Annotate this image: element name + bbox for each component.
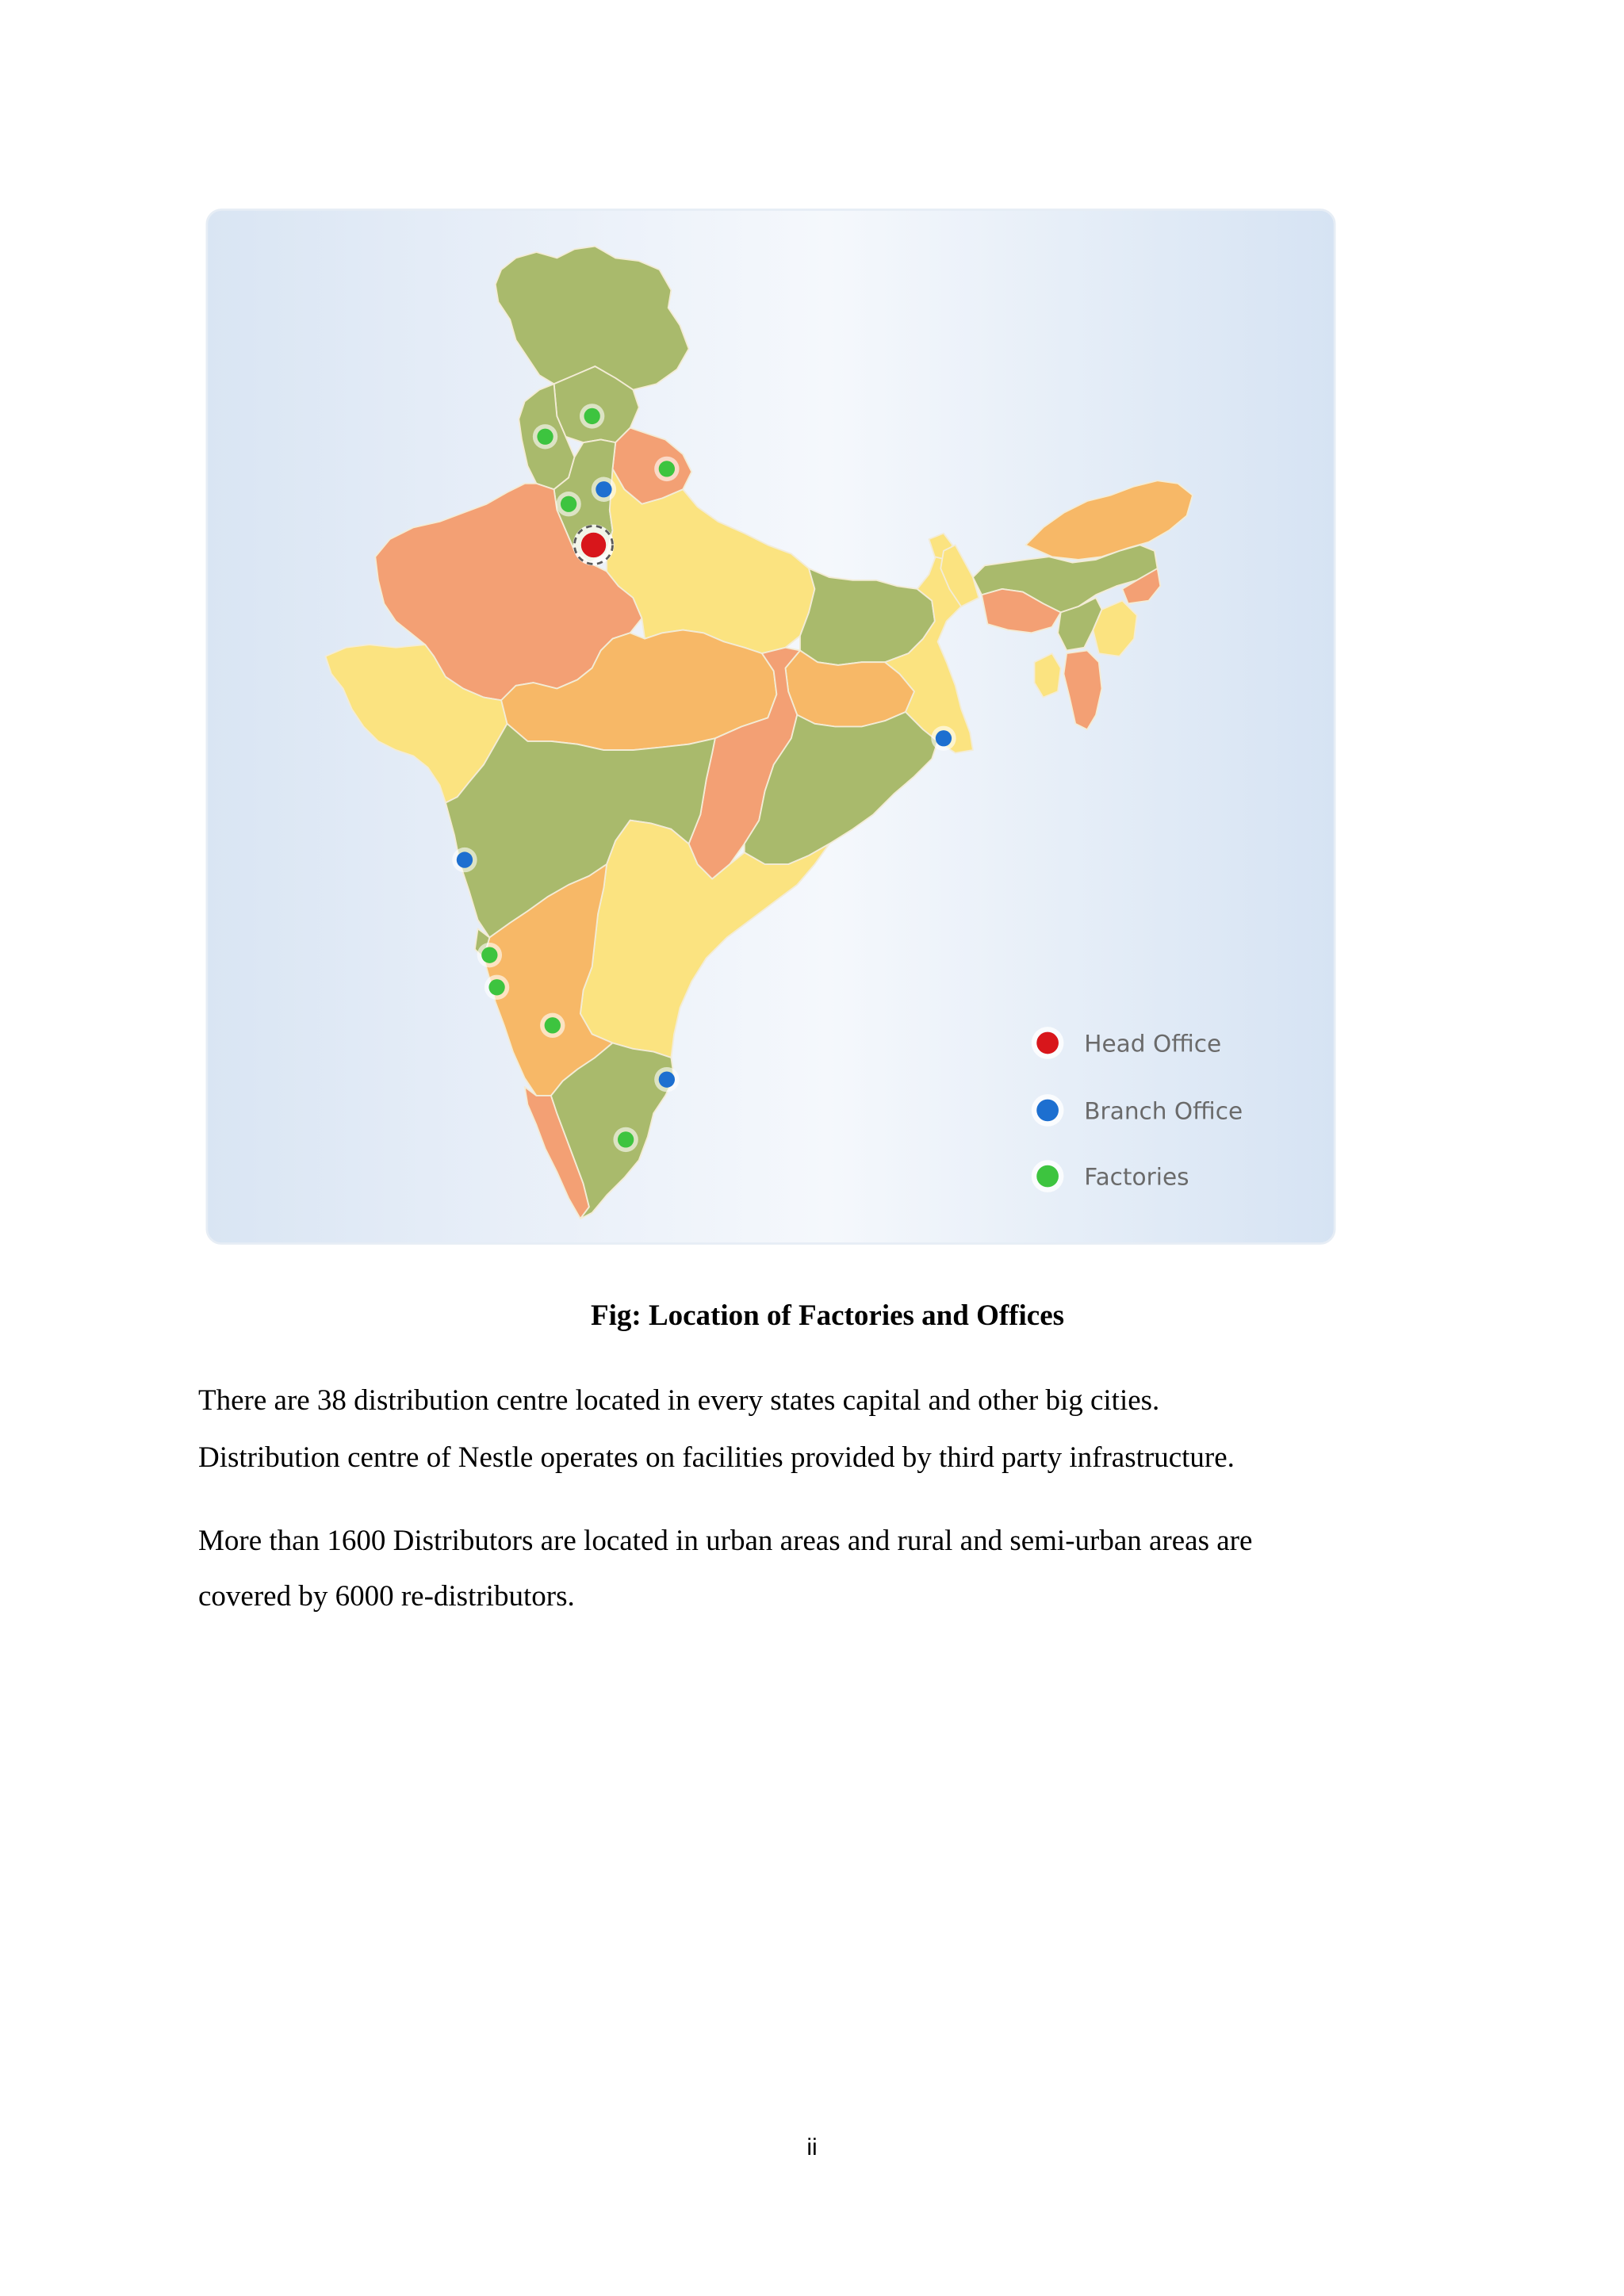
factory-marker [654, 457, 679, 481]
red-dot-icon [1036, 1032, 1059, 1054]
branch-office-marker [592, 477, 616, 502]
legend-item-factories [1032, 1160, 1189, 1192]
factory-marker [485, 975, 509, 1000]
factory-marker [540, 1013, 565, 1038]
figure-caption: Fig: Location of Factories and Offices [591, 1299, 1065, 1332]
branch-office-marker [654, 1067, 679, 1092]
india-locations-map [205, 208, 1336, 1246]
factory-marker [613, 1127, 638, 1152]
head-office-marker [573, 525, 615, 566]
branch-office-marker [452, 848, 477, 872]
green-dot-icon [1036, 1165, 1059, 1188]
page-number: ii [806, 2134, 818, 2160]
legend-label: Head Office [1084, 1030, 1222, 1058]
factory-marker [556, 492, 580, 516]
factory-marker [533, 424, 557, 449]
factory-marker [477, 943, 502, 967]
paragraph-line: Distribution centre of Nestle operates on facilities provided by third party infrastructure. [198, 1441, 1235, 1474]
factory-marker [580, 404, 604, 428]
paragraph-line: More than 1600 Distributors are located in urban areas and rural and semi-urban areas are [198, 1525, 1253, 1557]
legend-label: Factories [1084, 1163, 1189, 1191]
legend-label: Branch Office [1084, 1097, 1243, 1125]
branch-office-marker [931, 726, 956, 751]
paragraph-line: covered by 6000 re-distributors. [198, 1580, 575, 1613]
blue-dot-icon [1036, 1100, 1059, 1122]
paragraph-line: There are 38 distribution centre located in every states capital and other big cities. [198, 1384, 1160, 1417]
